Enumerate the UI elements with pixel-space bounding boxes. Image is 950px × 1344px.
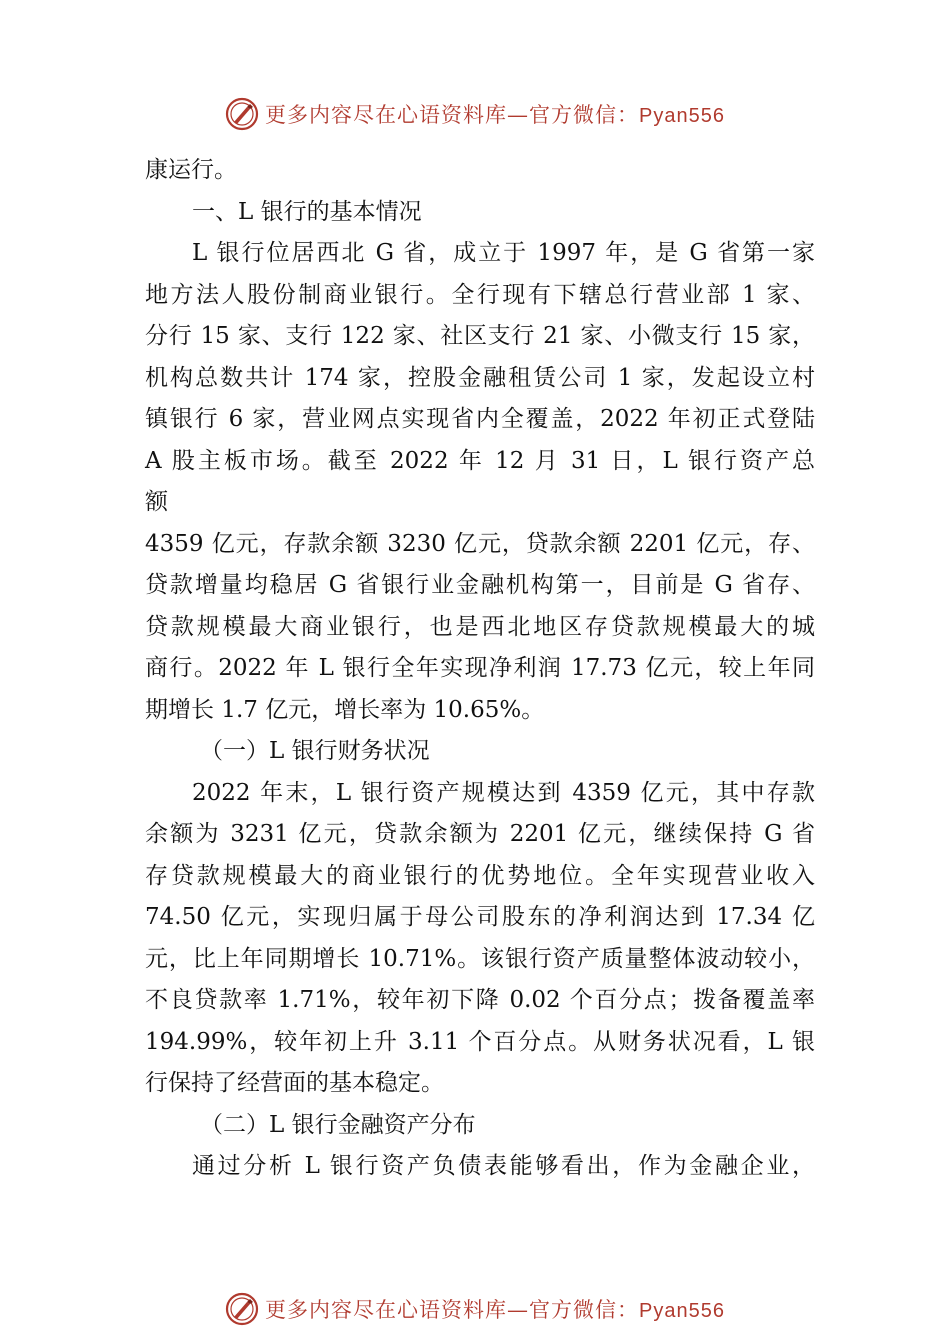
text-line: 2022 年末，L 银行资产规模达到 4359 亿元，其中存款 xyxy=(192,779,815,806)
text-line: 74.50 亿元，实现归属于母公司股东的净利润达到 17.34 亿 xyxy=(145,904,815,930)
text-line: 期增长 1.7 亿元，增长率为 10.65%。 xyxy=(145,696,545,723)
text-line: 贷款规模最大商业银行，也是西北地区存贷款规模最大的城 xyxy=(145,613,815,640)
text-line: 额 xyxy=(145,489,168,515)
text-line: 商行。2022 年 L 银行全年实现净利润 17.73 亿元，较上年同 xyxy=(145,655,815,681)
text-line: 分行 15 家、支行 122 家、社区支行 21 家、小微支行 15 家， xyxy=(145,323,815,349)
watermark-wechat-id: Pyan556 xyxy=(639,105,725,127)
subsection-heading: （二）L 银行金融资产分布 xyxy=(200,1111,476,1138)
text-line: A 股主板市场。截至 2022 年 12 月 31 日，L 银行资产总 xyxy=(145,447,815,474)
subsection-heading: （一）L 银行财务状况 xyxy=(200,738,430,764)
document-body xyxy=(145,150,815,1188)
text-line: 通过分析 L 银行资产负债表能够看出，作为金融企业， xyxy=(192,1153,815,1179)
text-line: 机构总数共计 174 家，控股金融租赁公司 1 家，发起设立村 xyxy=(145,364,815,391)
text-line: 地方法人股份制商业银行。全行现有下辖总行营业部 1 家、 xyxy=(145,281,815,308)
pen-seal-icon xyxy=(225,97,259,131)
section-heading: 一、L 银行的基本情况 xyxy=(192,198,422,225)
text-line: 贷款增量均稳居 G 省银行业金融机构第一，目前是 G 省存、 xyxy=(145,572,815,598)
text-line: L 银行位居西北 G 省，成立于 1997 年，是 G 省第一家 xyxy=(192,240,815,266)
footer-watermark xyxy=(0,1289,950,1329)
watermark-wechat-id: Pyan556 xyxy=(639,1300,725,1322)
text-line: 康运行。 xyxy=(145,157,237,183)
pen-seal-icon xyxy=(225,1292,259,1326)
text-line: 存贷款规模最大的商业银行的优势地位。全年实现营业收入 xyxy=(145,862,815,889)
text-line: 194.99%，较年初上升 3.11 个百分点。从财务状况看，L 银 xyxy=(145,1028,815,1055)
text-line: 元，比上年同期增长 10.71%。该银行资产质量整体波动较小， xyxy=(145,945,815,972)
text-line: 镇银行 6 家，营业网点实现省内全覆盖，2022 年初正式登陆 xyxy=(145,406,815,432)
watermark-text xyxy=(265,99,725,129)
text-line: 不良贷款率 1.71%，较年初下降 0.02 个百分点；拨备覆盖率 xyxy=(145,987,815,1013)
header-watermark xyxy=(0,94,950,134)
watermark-text xyxy=(265,1294,725,1324)
text-line: 4359 亿元，存款余额 3230 亿元，贷款余额 2201 亿元，存、 xyxy=(145,530,815,557)
text-line: 行保持了经营面的基本稳定。 xyxy=(145,1070,444,1096)
watermark-text-cn: 更多内容尽在心语资料库—官方微信： xyxy=(265,103,640,127)
text-line: 余额为 3231 亿元，贷款余额为 2201 亿元，继续保持 G 省 xyxy=(145,821,815,847)
watermark-text-cn: 更多内容尽在心语资料库—官方微信： xyxy=(265,1298,640,1322)
